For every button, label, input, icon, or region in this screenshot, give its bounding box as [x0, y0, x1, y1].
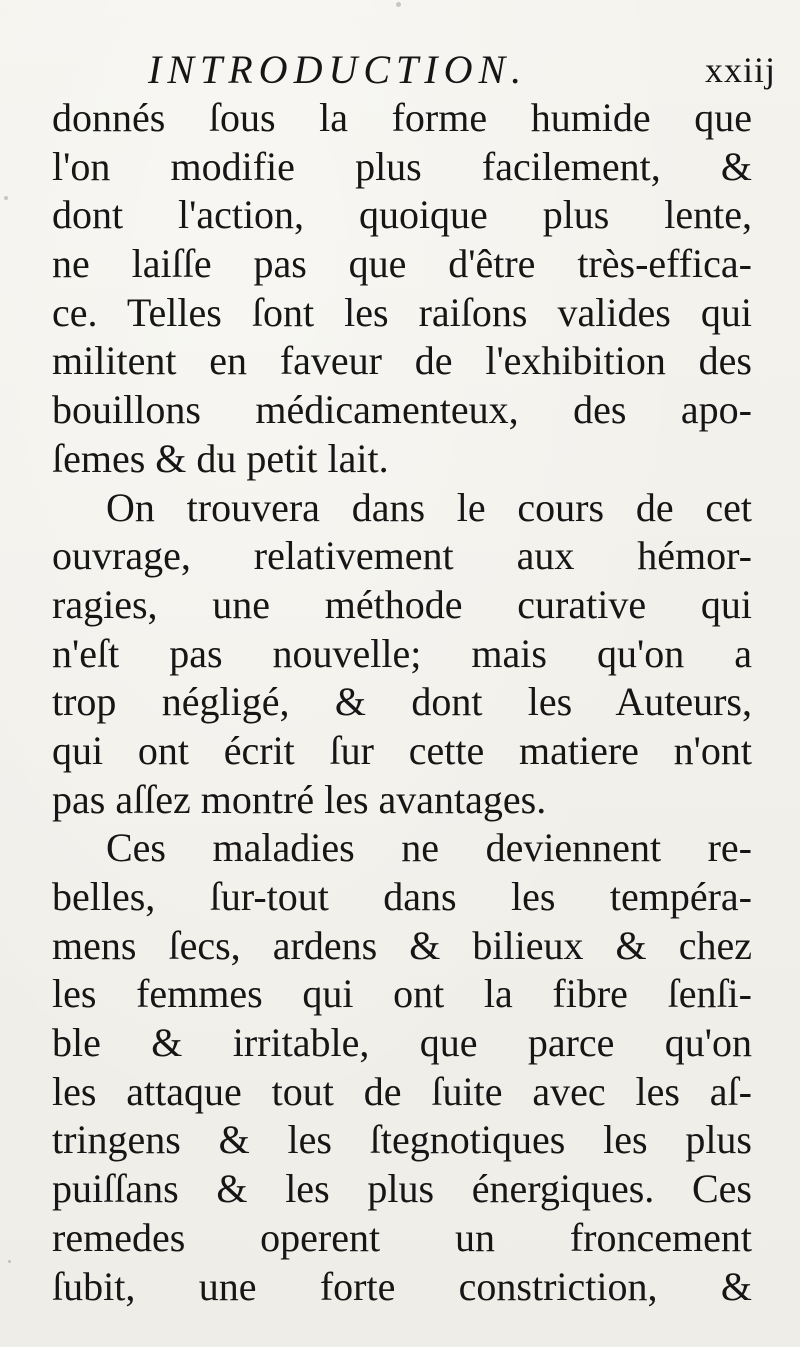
text-line: ne laiſſe pas que d'être très-effica-	[52, 241, 752, 287]
text-line: n'eſt pas nouvelle; mais qu'on a	[52, 630, 752, 676]
text-line: mens ſecs, ardens & bilieux & chez	[52, 922, 752, 968]
text-line: ouvrage, relativement aux hémor-	[52, 533, 752, 579]
text-line: militent en faveur de l'exhibition des	[52, 338, 752, 384]
text-line: ragies, une méthode curative qui	[52, 581, 752, 627]
text-line: les attaque tout de ſuite avec les aſ-	[52, 1068, 752, 1114]
ink-speck	[396, 2, 401, 7]
text-line: ble & irritable, que parce qu'on	[52, 1020, 752, 1066]
text-line: qui ont écrit ſur cette matiere n'ont	[52, 727, 752, 773]
text-line: trop négligé, & dont les Auteurs,	[52, 679, 752, 725]
ink-speck	[8, 1260, 11, 1263]
paragraph-start-line: On trouvera dans le cours de cet	[106, 484, 752, 530]
text-line: ce. Telles ſont les raiſons valides qui	[52, 289, 752, 335]
text-line: tringens & les ſtegnotiques les plus	[52, 1117, 752, 1163]
text-line: donnés ſous la forme humide que	[52, 95, 752, 140]
paragraph-start-line: Ces maladies ne deviennent re-	[106, 825, 752, 871]
text-line: dont l'action, quoique plus lente,	[52, 192, 752, 238]
body-text	[52, 94, 752, 1311]
page-number: xxiij	[704, 50, 776, 90]
text-line: remedes operent un froncement	[52, 1214, 752, 1260]
ink-speck	[4, 196, 8, 200]
text-line: bouillons médicamenteux, des apo-	[52, 387, 752, 433]
text-line: ſemes & du petit lait.	[52, 435, 389, 481]
text-line: belles, ſur-tout dans les tempéra-	[52, 874, 752, 919]
text-line: puiſſans & les plus énergiques. Ces	[52, 1166, 752, 1212]
running-header	[0, 42, 800, 98]
text-line: pas aſſez montré les avantages.	[52, 776, 547, 822]
text-line: les femmes qui ont la fibre ſenſi-	[52, 971, 752, 1017]
running-title: INTRODUCTION.	[148, 47, 528, 92]
text-line: l'on modifie plus facilement, &	[52, 143, 752, 189]
text-line: ſubit, une forte constriction, &	[52, 1263, 752, 1309]
